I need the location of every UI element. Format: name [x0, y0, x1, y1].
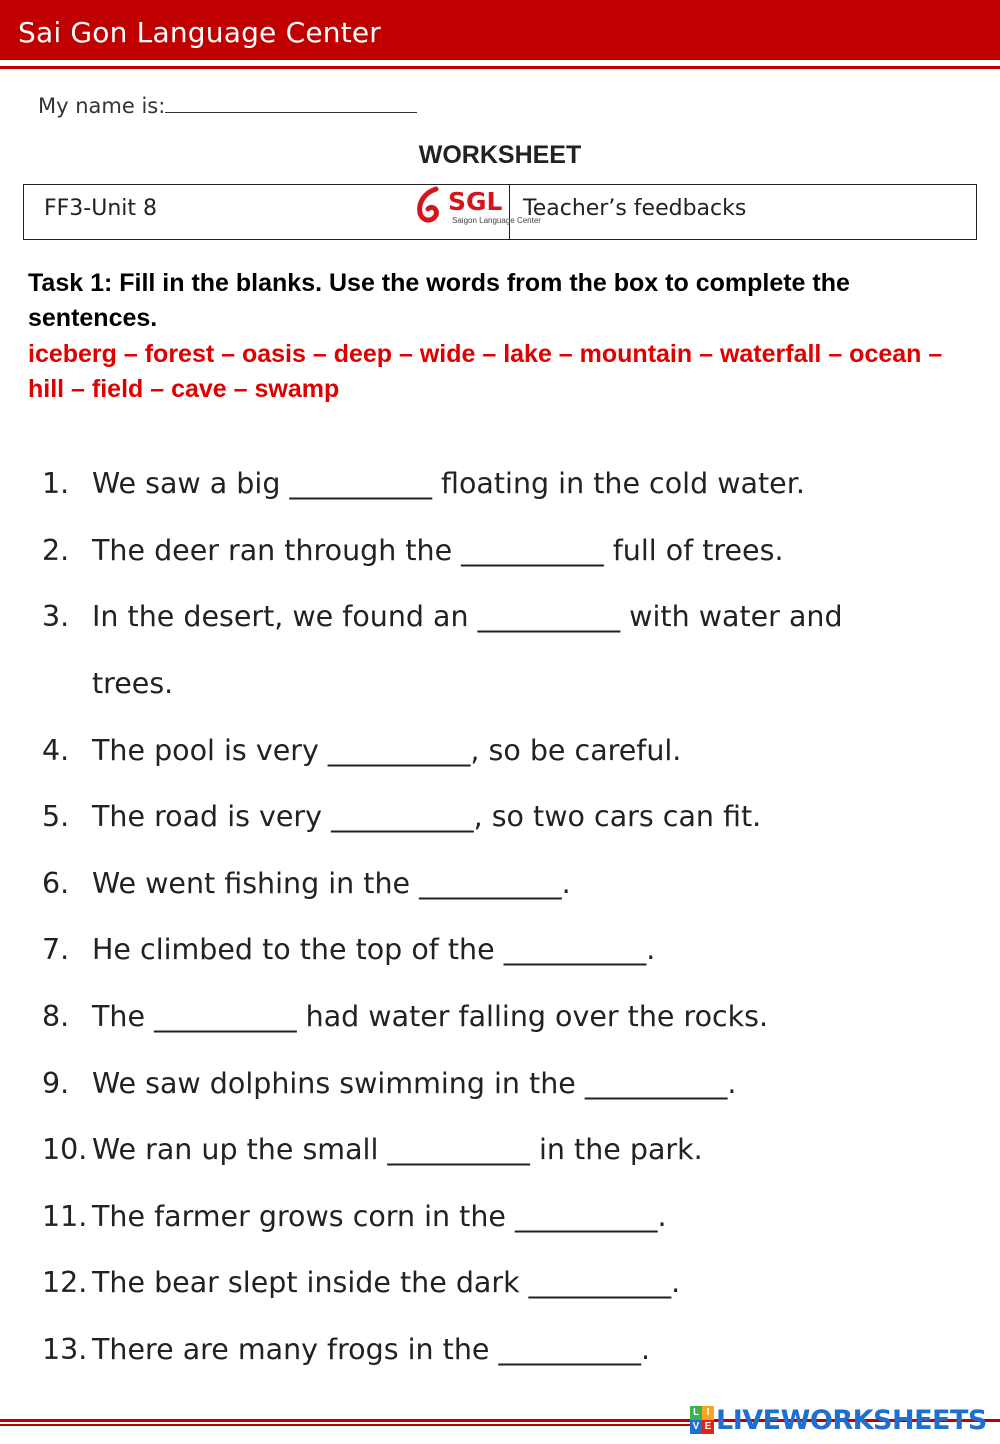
header-bar: [0, 0, 1000, 60]
unit-label: FF3-Unit 8: [44, 196, 158, 221]
info-table: [23, 184, 977, 240]
liveworksheets-logo: [690, 1402, 987, 1438]
sgl-logo: [414, 185, 541, 237]
unit-cell: [24, 185, 541, 239]
liveworksheets-icon: L I V E: [690, 1406, 714, 1434]
feedback-cell: [510, 185, 976, 239]
liveworksheets-wordmark: LIVEWORKSHEETS: [716, 1404, 987, 1436]
worksheet-title: WORKSHEET: [418, 141, 582, 169]
name-blank[interactable]: [165, 93, 417, 113]
list-item: 11. The farmer grows corn in the __________.: [42, 1200, 667, 1233]
list-item: 9. We saw dolphins swimming in the __________.: [42, 1067, 737, 1100]
list-item: 13. There are many frogs in the __________.: [42, 1333, 651, 1366]
sgl-swirl-icon: [414, 185, 450, 229]
header-title: Sai Gon Language Center: [18, 16, 382, 49]
logo-subtext: Saigon Language Center: [452, 216, 541, 225]
list-item: 12. The bear slept inside the dark __________.: [42, 1266, 681, 1299]
list-item: 8. The __________ had water falling over the rocks.: [42, 1000, 769, 1033]
name-field-row: [38, 93, 417, 118]
footer-divider-thin: [0, 1424, 700, 1426]
list-item: 2. The deer ran through the __________ full of trees.: [42, 534, 784, 567]
header-divider: [0, 66, 1000, 69]
list-item: 4. The pool is very __________, so be careful.: [42, 734, 682, 767]
list-item: 3. In the desert, we found an __________ with water and: [42, 600, 843, 633]
list-item: 6. We went fishing in the __________.: [42, 867, 571, 900]
list-item-continuation: trees.: [92, 667, 174, 700]
name-prompt: My name is:: [38, 94, 166, 118]
task-instruction: Task 1: Fill in the blanks. Use the words from the box to complete the sentences.: [28, 269, 850, 332]
word-bank: iceberg – forest – oasis – deep – wide – lake – mountain – waterfall – ocean – hill – field – cave – swamp: [28, 340, 943, 403]
logo-text: SGL: [448, 187, 503, 216]
list-item: 1. We saw a big __________ floating in the cold water.: [42, 467, 805, 500]
list-item: 10. We ran up the small __________ in the park.: [42, 1133, 703, 1166]
feedback-label: Teacher’s feedbacks: [523, 196, 747, 221]
list-item: 5. The road is very __________, so two cars can fit.: [42, 800, 762, 833]
list-item: 7. He climbed to the top of the __________.: [42, 933, 656, 966]
